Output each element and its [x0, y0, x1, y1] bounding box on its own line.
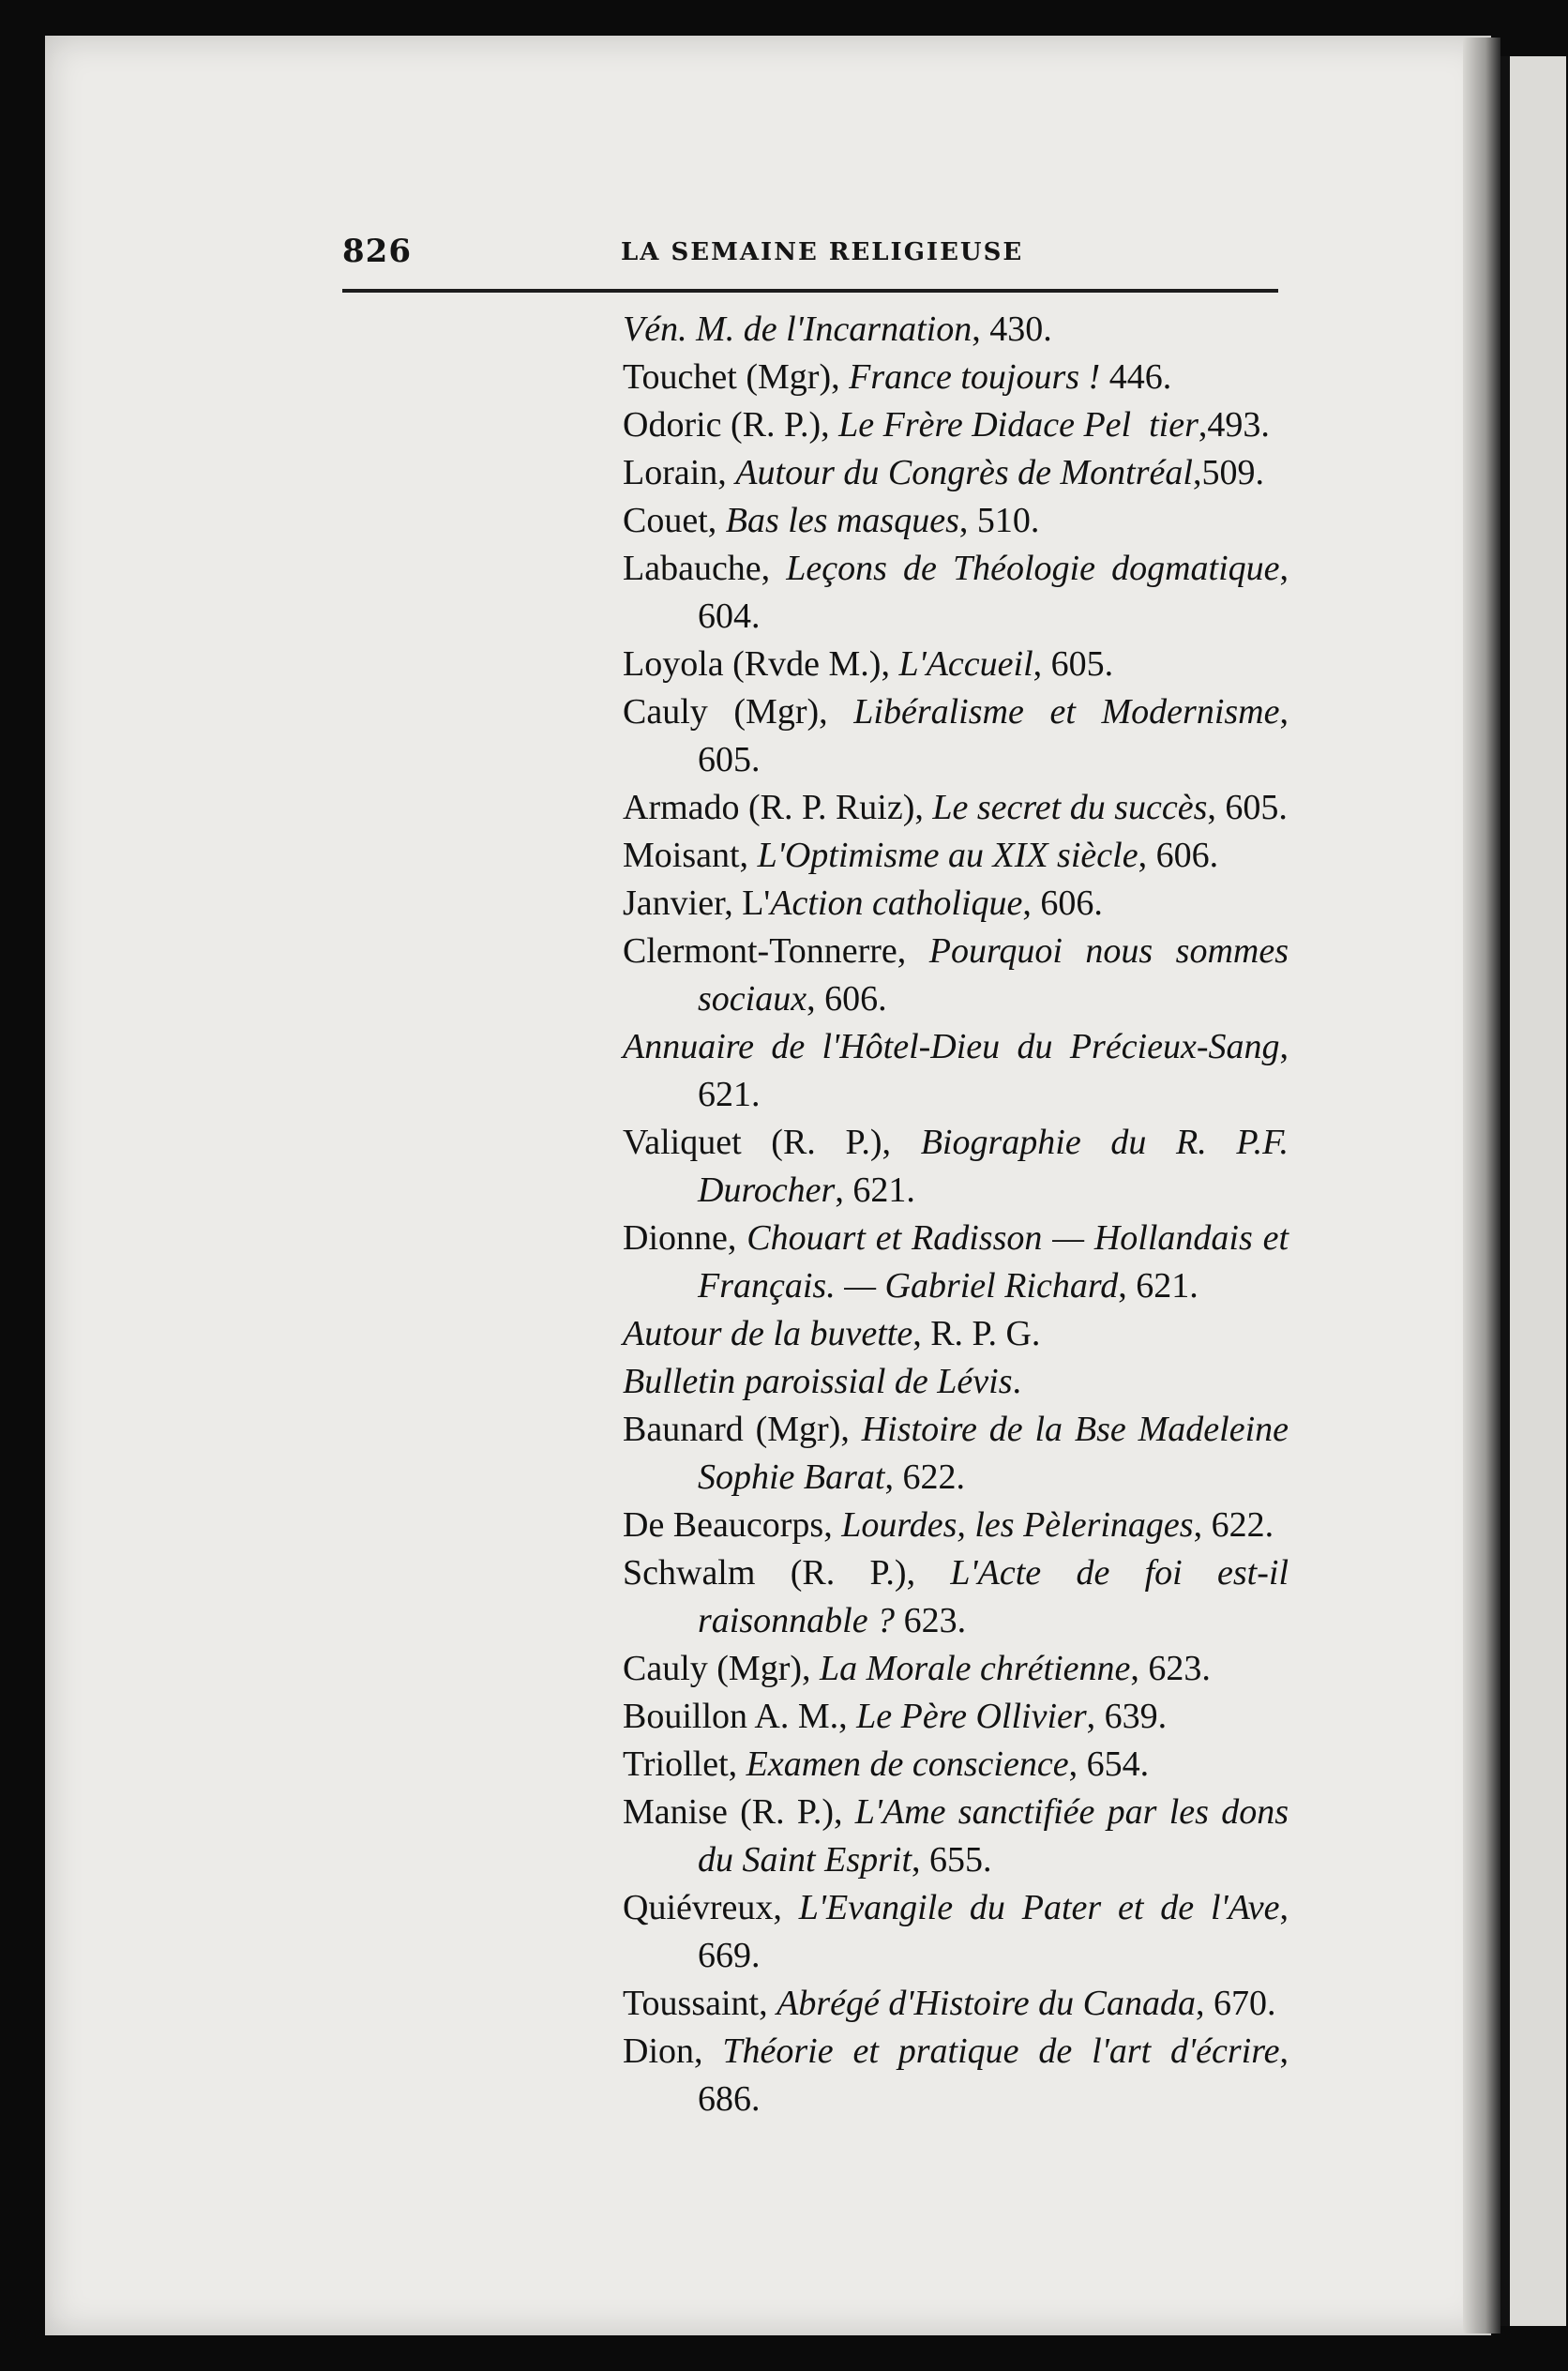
entry-title: Lourdes, les Pèlerinages: [841, 1505, 1194, 1545]
bibliography-entry: [623, 1406, 1289, 1502]
entry-title: L'Evangile du Pater et de l'Ave: [798, 1888, 1280, 1927]
entry-page: , 605.: [1207, 788, 1288, 827]
entry-title: Pourquoi nous sommes sociaux: [698, 931, 1289, 1019]
entry-page: , 622.: [884, 1457, 965, 1497]
entry-page: ,493.: [1198, 405, 1270, 445]
entry-page: , 510.: [958, 501, 1040, 540]
entry-author: Couet,: [623, 501, 726, 540]
bibliography-entry: [623, 1502, 1289, 1549]
bibliography-entry: [623, 449, 1289, 497]
entry-title: L'Acte de foi est-il raisonnable ?: [698, 1553, 1289, 1640]
entry-page: , R. P. G.: [912, 1314, 1041, 1353]
entry-title: Histoire de la Bse Madeleine Sophie Barat: [698, 1410, 1289, 1497]
entry-page: , 622.: [1193, 1505, 1274, 1545]
bibliography-list: [623, 306, 1289, 2123]
entry-author: Dionne,: [623, 1218, 747, 1258]
entry-author: Baunard (Mgr),: [623, 1410, 862, 1449]
bibliography-entry: [623, 1549, 1289, 1645]
entry-title: Examen de conscience: [746, 1744, 1069, 1784]
entry-page: , 670.: [1195, 1984, 1276, 2023]
entry-page: , 606.: [1022, 883, 1103, 923]
entry-author: Toussaint,: [623, 1984, 777, 2023]
entry-author: Triollet,: [623, 1744, 746, 1784]
entry-author: Valiquet (R. P.),: [623, 1123, 921, 1162]
bibliography-entry: [623, 1645, 1289, 1693]
entry-title: Libéralisme et Modernisme: [853, 692, 1280, 732]
entry-author: Dion,: [623, 2031, 723, 2071]
entry-title: Chouart et Radisson — Hollandais et Français. — Gabriel Richard: [698, 1218, 1289, 1306]
entry-author: Moisant,: [623, 836, 758, 875]
bibliography-entry: [623, 1215, 1289, 1310]
entry-page: , 621.: [1118, 1266, 1199, 1306]
entry-author: Lorain,: [623, 453, 736, 492]
entry-author: Odoric (R. P.),: [623, 405, 839, 445]
entry-author: De Beaucorps,: [623, 1505, 842, 1545]
entry-page: , 654.: [1068, 1744, 1150, 1784]
entry-author: Janvier, L': [623, 883, 771, 923]
entry-author: Cauly (Mgr),: [623, 692, 854, 732]
entry-author: Bouillon A. M.,: [623, 1697, 857, 1736]
entry-page: 446.: [1100, 357, 1172, 397]
page-number: 826: [342, 233, 412, 270]
entry-title: Bas les masques: [725, 501, 959, 540]
entry-page: .: [1012, 1362, 1022, 1401]
bibliography-entry: [623, 1789, 1289, 1884]
entry-title: La Morale chrétienne: [820, 1649, 1131, 1688]
bibliography-entry: [623, 1119, 1289, 1215]
entry-title: L'Ame sanctifiée par les dons du Saint Esprit: [698, 1792, 1289, 1880]
entry-page: , 430.: [972, 310, 1052, 349]
entry-author: Clermont-Tonnerre,: [623, 931, 929, 971]
entry-page: , 669.: [698, 1888, 1289, 1975]
bibliography-entry: [623, 497, 1289, 545]
entry-title: L'Optimisme au XIX siècle: [757, 836, 1138, 875]
entry-title: Abrégé d'Histoire du Canada: [776, 1984, 1196, 2023]
bibliography-entry: [623, 354, 1289, 401]
entry-title: Le Père Ollivier: [856, 1697, 1087, 1736]
bibliography-entry: [623, 306, 1289, 354]
page-header: [342, 233, 1278, 293]
entry-title: Annuaire de l'Hôtel-Dieu du Précieux-Sang: [623, 1027, 1280, 1066]
bibliography-entry: [623, 641, 1289, 688]
entry-author: Cauly (Mgr),: [623, 1649, 821, 1688]
entry-title: Bulletin paroissial de Lévis: [623, 1362, 1013, 1401]
entry-author: Schwalm (R. P.),: [623, 1553, 951, 1593]
bibliography-entry: [623, 1741, 1289, 1789]
entry-page: 623.: [895, 1601, 967, 1640]
running-title: LA SEMAINE RELIGIEUSE: [621, 238, 1024, 266]
entry-title: Théorie et pratique de l'art d'écrire: [722, 2031, 1280, 2071]
bibliography-entry: [623, 401, 1289, 449]
entry-page: , 639.: [1086, 1697, 1168, 1736]
entry-title: Autour de la buvette: [623, 1314, 913, 1353]
entry-author: Quiévreux,: [623, 1888, 799, 1927]
bibliography-entry: [623, 880, 1289, 928]
bibliography-entry: [623, 832, 1289, 880]
bibliography-entry: [623, 2028, 1289, 2123]
entry-title: Vén. M. de l'Incarnation: [623, 310, 972, 349]
bibliography-entry: [623, 545, 1289, 641]
entry-page: , 686.: [698, 2031, 1289, 2119]
bibliography-entry: [623, 688, 1289, 784]
bibliography-entry: [623, 784, 1289, 832]
entry-page: , 605.: [1033, 644, 1114, 684]
entry-title: L'Accueil: [898, 644, 1033, 684]
entry-author: Manise (R. P.),: [623, 1792, 855, 1832]
page-shadow: [1463, 38, 1500, 2333]
entry-title: Autour du Congrès de Montréal: [735, 453, 1193, 492]
entry-author: Armado (R. P. Ruiz),: [623, 788, 933, 827]
bibliography-entry: [623, 1310, 1289, 1358]
entry-title: Le secret du succès: [932, 788, 1208, 827]
entry-page: , 606.: [807, 979, 887, 1019]
bibliography-entry: [623, 1358, 1289, 1406]
entry-page: , 655.: [912, 1840, 992, 1880]
entry-page: , 621.: [698, 1027, 1289, 1114]
bibliography-entry: [623, 1693, 1289, 1741]
entry-title: France toujours !: [849, 357, 1101, 397]
entry-title: Action catholique: [770, 883, 1023, 923]
bibliography-entry: [623, 1884, 1289, 1980]
entry-author: Touchet (Mgr),: [623, 357, 850, 397]
facing-page-edge: [1500, 56, 1566, 2326]
entry-page: , 605.: [698, 692, 1289, 779]
bibliography-entry: [623, 928, 1289, 1023]
bibliography-entry: [623, 1023, 1289, 1119]
entry-title: Le Frère Didace Pel tier: [838, 405, 1199, 445]
entry-page: , 606.: [1138, 836, 1219, 875]
entry-page: , 604.: [698, 549, 1289, 636]
entry-page: , 623.: [1130, 1649, 1211, 1688]
entry-author: Labauche,: [623, 549, 787, 588]
entry-page: , 621.: [835, 1170, 915, 1210]
bibliography-entry: [623, 1980, 1289, 2028]
entry-title: Biographie du R. P.F. Durocher: [698, 1123, 1289, 1210]
entry-title: Leçons de Théologie dogmatique: [786, 549, 1280, 588]
entry-page: ,509.: [1192, 453, 1264, 492]
entry-author: Loyola (Rvde M.),: [623, 644, 899, 684]
